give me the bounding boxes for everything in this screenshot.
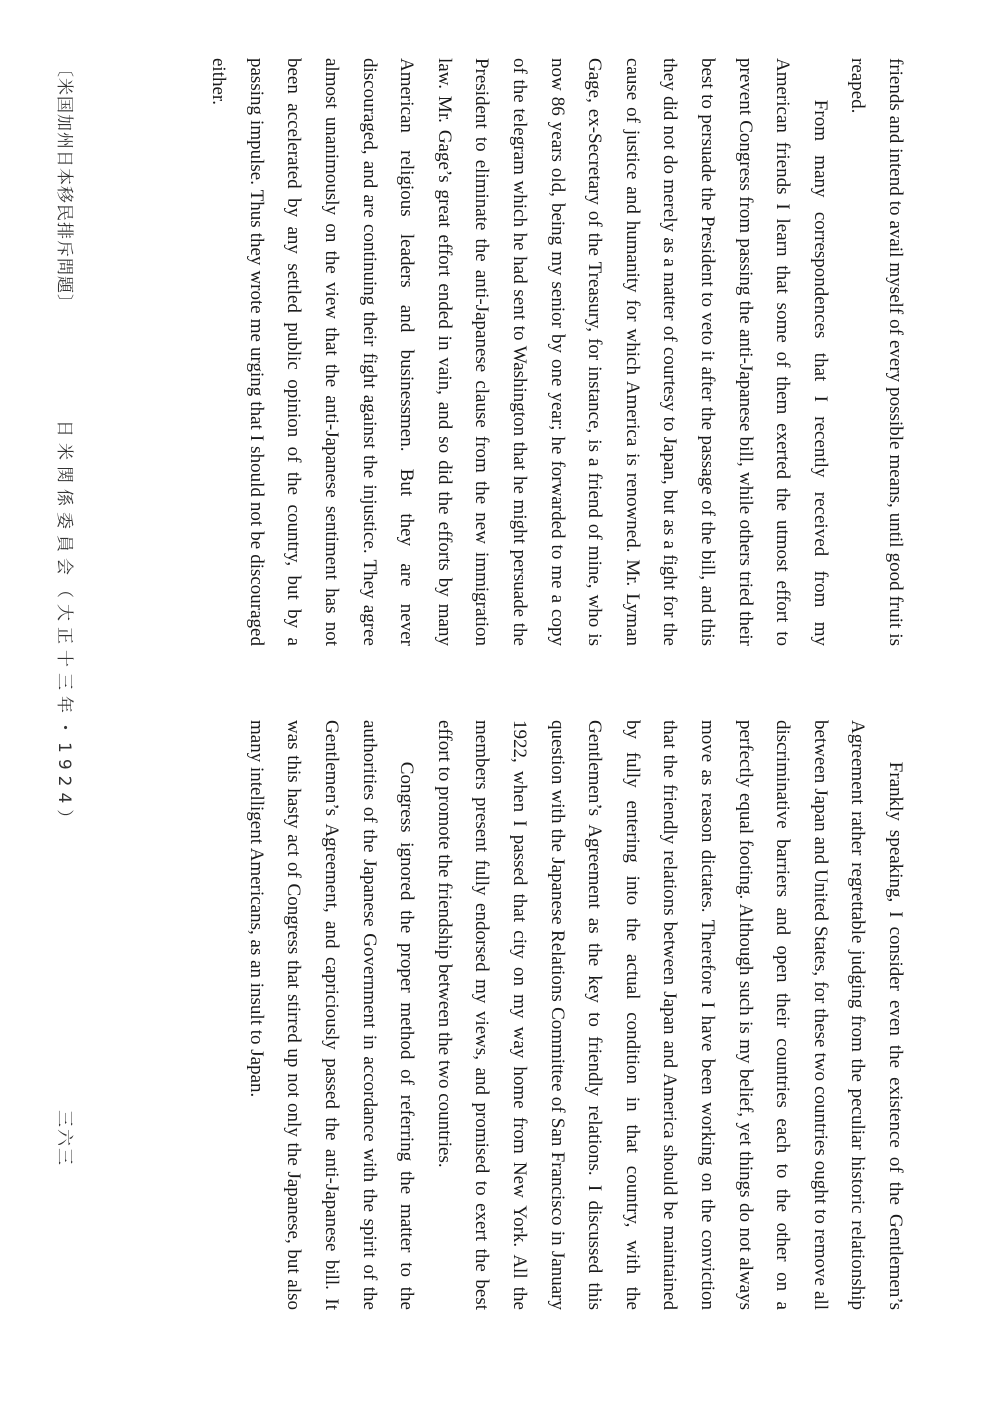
paragraph: friends and intend to avail myself of every possible means, until good fruit is reaped. [847,58,906,646]
footer-source: 日米関係委員会（大正十三年・1924） [54,420,74,833]
right-text-column [64,720,914,1310]
left-text-column [64,58,914,646]
footer-topic: 〔米国加州日本移民排斥問題〕 [54,60,74,312]
paragraph: Frankly speaking, I consider even the existence of the Gentlemen’s Agreement rather regrettable judging from the peculiar historic relationship between Japan and United States, for these two countries ought to remove all discriminative barriers and open their countries each to the other on a perfectly equal footing. Although such is my belief, yet things do not always move as reason dictates. Therefore I have been working on the conviction that the friendly relations between Japan and America should be maintained by fully entering into the actual condition in that country, with the Gentlemen’s Agreement as the key to friendly relations. I discussed this question with the Japanese Relations Committee of San Francisco in January 1922, when I passed that city on my way home from New York. All the members present fully endorsed my views, and promised to exert the best effort to promote the friendship between the two countries. [433,720,906,1310]
page-number: 三六三 [54,1110,74,1167]
paragraph: Congress ignored the proper method of referring the matter to the authorities of the Japanese Government in accordance with the spirit of the Gentlemen’s Agreement, and capriciously passed the anti-Japanese bill. It was this hasty act of Congress that stirred up not only the Japanese, but also many intelligent Americans, as an insult to Japan. [245,720,418,1310]
paragraph: From many correspondences that I recently received from my American friends I learn that some of them exerted the utmost effort to prevent Congress from passing the anti-Japanese bill, while others tried their best to persuade the President to veto it after the passage of the bill, and this they did not do merely as a matter of courtesy to Japan, but as a fight for the cause of justice and humanity for which America is renowned. Mr. Lyman Gage, ex-Secretary of the Treasury, for instance, is a friend of mine, who is now 86 years old, being my senior by one year; he forwarded to me a copy of the telegram which he had sent to Washington that he might persuade the President to eliminate the anti-Japanese clause from the new immigration law. Mr. Gage’s great effort ended in vain, and so did the efforts by many American religious leaders and businessmen. But they are never discouraged, and are continuing their fight against the injustice. They agree almost unanimously on the view that the anti-Japanese sentiment has not been accelerated by any settled public opinion of the country, but by a passing impulse. Thus they wrote me urging that I should not be discouraged either. [208,58,831,646]
